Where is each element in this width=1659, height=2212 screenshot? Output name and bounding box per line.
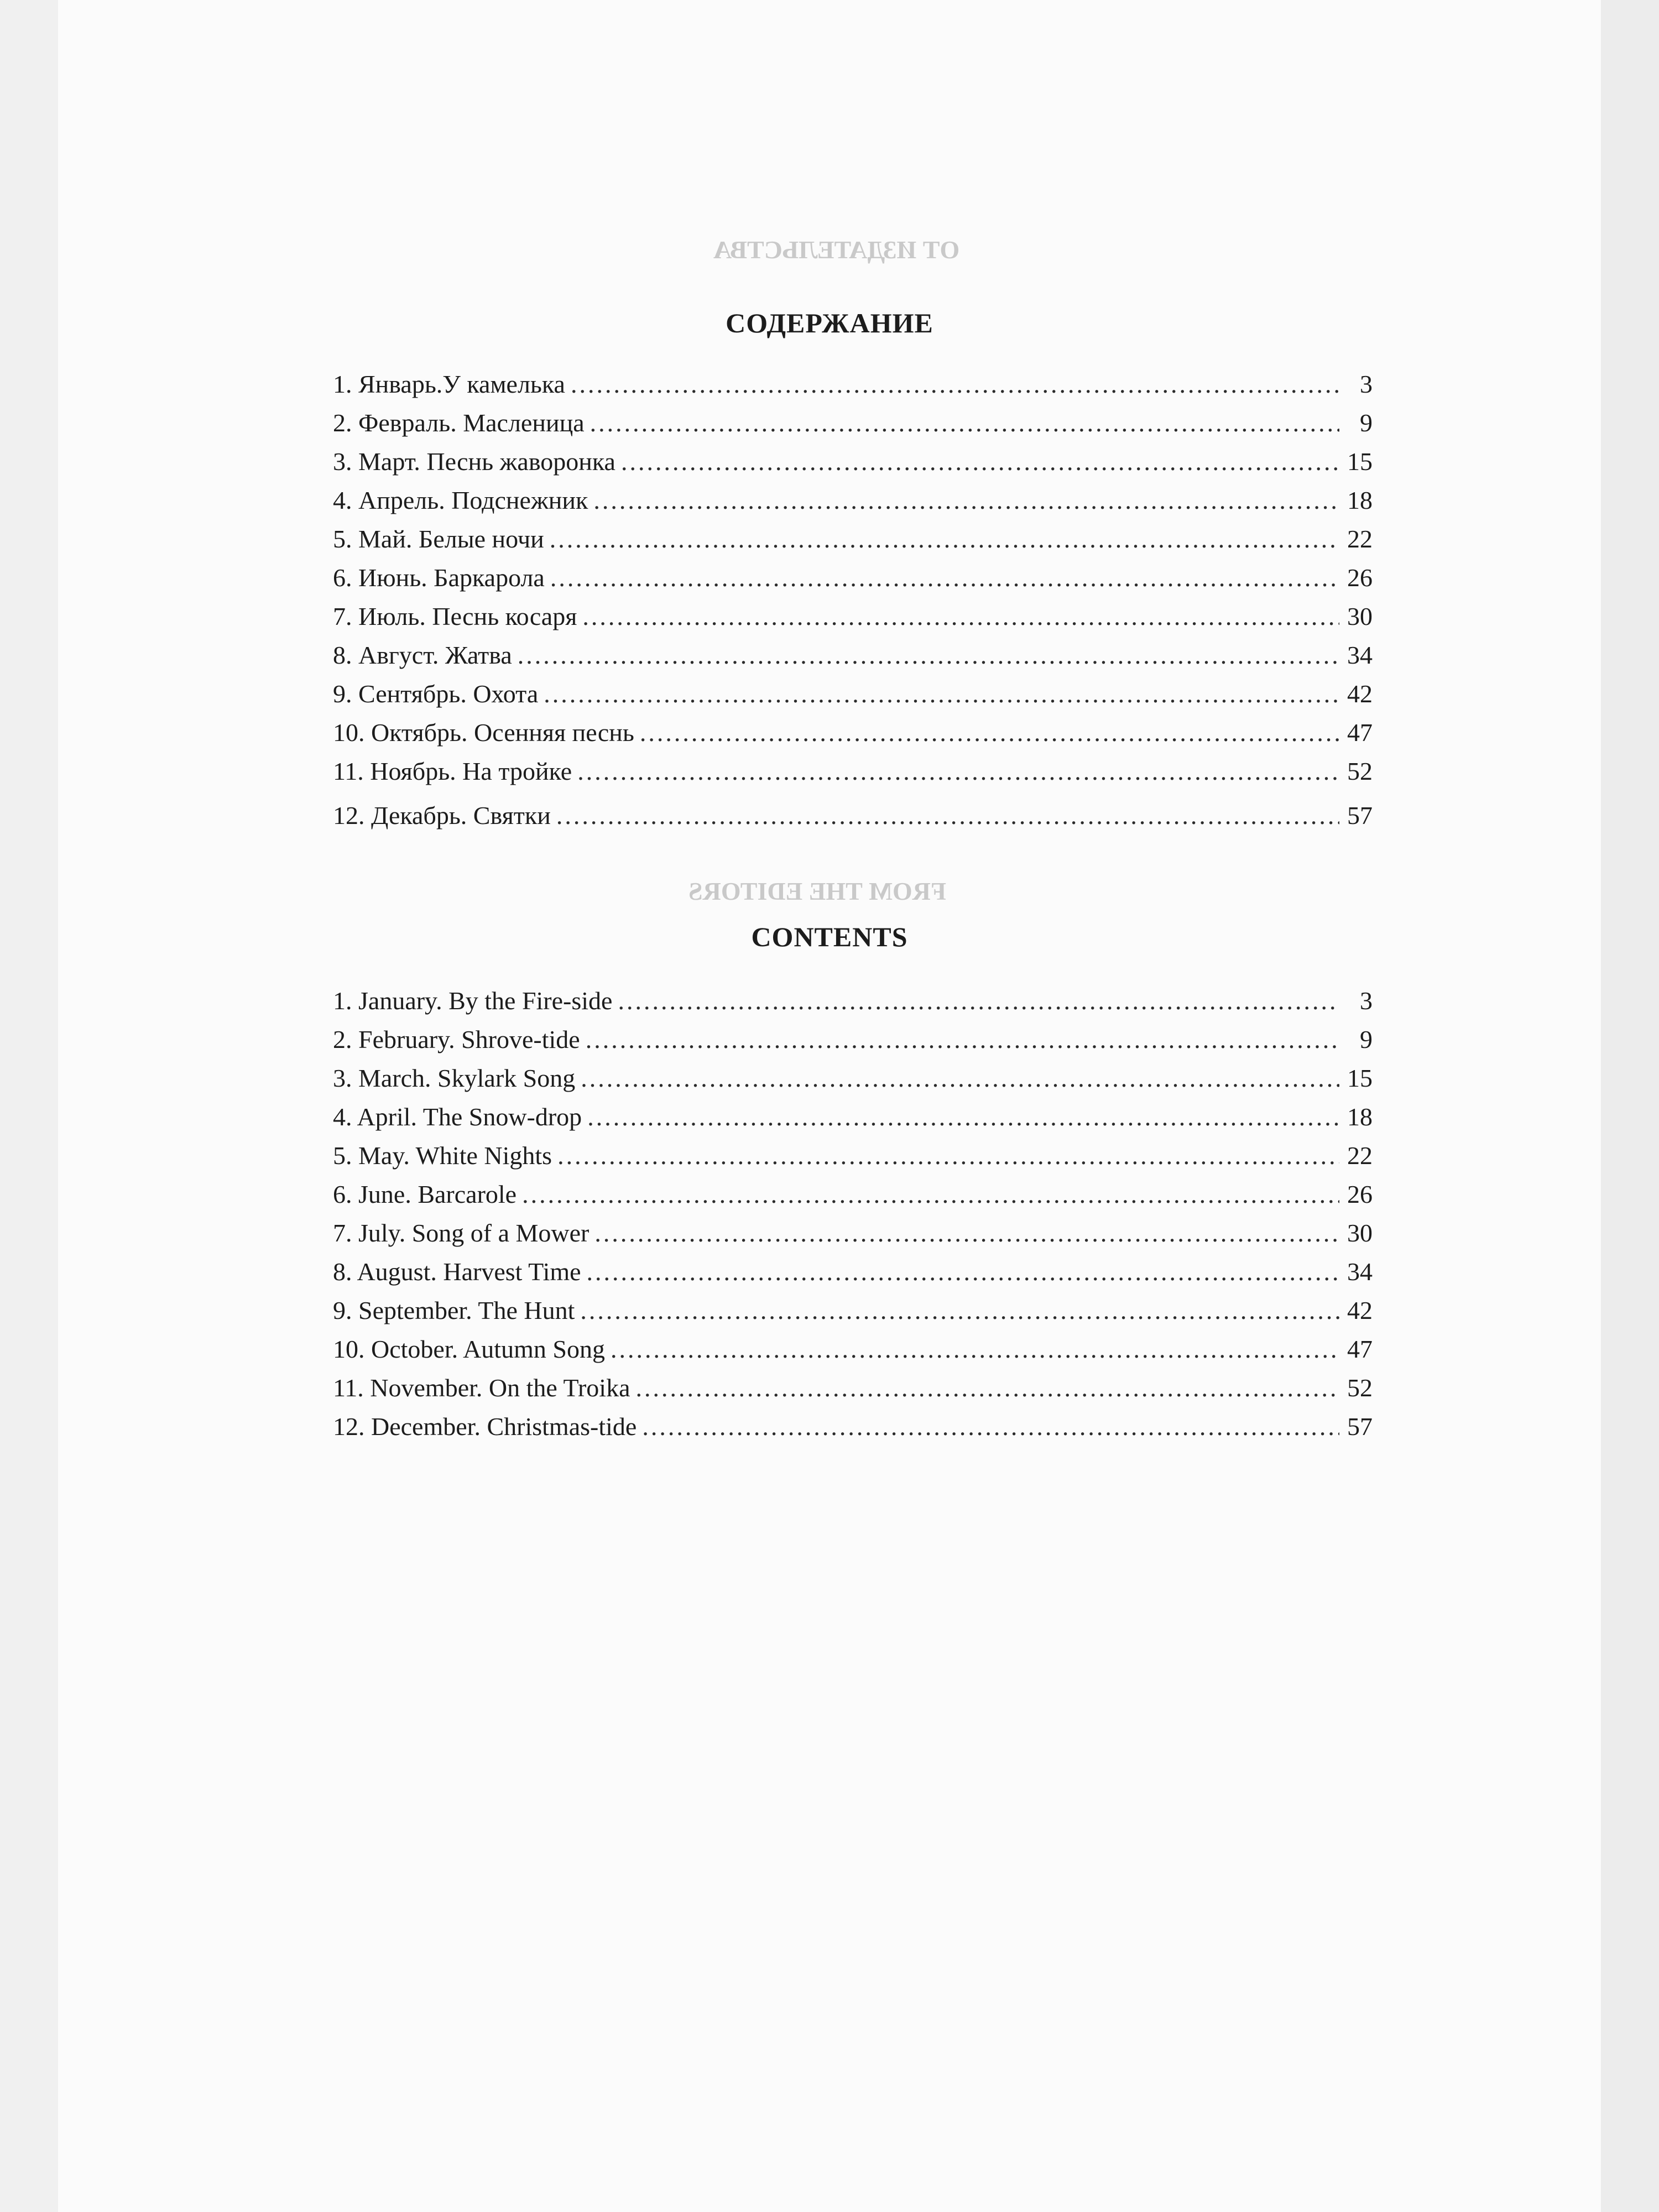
toc-entry-title: 2. Февраль. Масленица	[333, 409, 585, 437]
toc-entry-page-number: 30	[1347, 602, 1373, 630]
toc-entry	[333, 796, 1373, 835]
toc-entry	[333, 1407, 1373, 1446]
toc-entry-title: 12. Декабрь. Святки	[333, 801, 551, 830]
toc-entry-page-number: 3	[1360, 370, 1373, 398]
toc-entry-title: 4. Апрель. Подснежник	[333, 486, 588, 514]
toc-leader-dots	[580, 1291, 1339, 1330]
toc-entry-page-number: 34	[1347, 1258, 1373, 1286]
toc-leader-dots	[636, 1369, 1340, 1407]
toc-entry-title: 1. Январь.У камелька	[333, 370, 565, 398]
toc-entry-page-number: 42	[1347, 680, 1373, 708]
toc-entry	[333, 597, 1373, 636]
toc-entry-title: 9. Сентябрь. Охота	[333, 680, 539, 708]
toc-entry-page-number: 57	[1347, 801, 1373, 830]
toc-leader-dots	[557, 1136, 1339, 1175]
toc-entry	[333, 982, 1373, 1020]
toc-entry	[333, 752, 1373, 791]
toc-entry	[333, 636, 1373, 675]
toc-leader-dots	[577, 752, 1339, 791]
toc-entry-page-number: 42	[1347, 1296, 1373, 1324]
document-page	[58, 0, 1601, 2212]
toc-entry-page-number: 57	[1347, 1412, 1373, 1441]
toc-entry-title: 7. Июль. Песнь косаря	[333, 602, 577, 630]
toc-entry-page-number: 22	[1347, 525, 1373, 553]
toc-entry	[333, 1253, 1373, 1291]
toc-entry	[333, 1291, 1373, 1330]
toc-entry-page-number: 26	[1347, 1180, 1373, 1208]
toc-entry-title: 4. April. The Snow-drop	[333, 1103, 582, 1131]
toc-leader-dots	[581, 1059, 1339, 1098]
toc-entry-title: 10. Октябрь. Осенняя песнь	[333, 718, 634, 747]
toc-leader-dots	[586, 1020, 1339, 1059]
toc-leader-dots	[618, 982, 1339, 1020]
toc-entry	[333, 1369, 1373, 1407]
toc-entry-title: 7. July. Song of a Mower	[333, 1219, 589, 1247]
toc-entry-title: 5. Май. Белые ночи	[333, 525, 544, 553]
toc-leader-dots	[587, 1098, 1339, 1136]
toc-entry	[333, 1330, 1373, 1369]
toc-entry	[333, 404, 1373, 442]
bleed-through-heading-top: ОТ ИЗДАТЕЛЬСТВА	[713, 236, 960, 264]
toc-entry	[333, 559, 1373, 597]
toc-entry-page-number: 9	[1360, 409, 1373, 437]
toc-entry-title: 8. August. Harvest Time	[333, 1258, 581, 1286]
toc-entry-page-number: 30	[1347, 1219, 1373, 1247]
toc-leader-dots	[522, 1175, 1339, 1214]
toc-entry-title: 10. October. Autumn Song	[333, 1335, 605, 1363]
toc-entry-page-number: 9	[1360, 1025, 1373, 1053]
toc-entry-title: 1. January. By the Fire-side	[333, 987, 613, 1015]
toc-leader-dots	[594, 1214, 1339, 1253]
toc-entry-page-number: 47	[1347, 1335, 1373, 1363]
english-toc-heading: CONTENTS	[751, 921, 908, 952]
toc-entry	[333, 713, 1373, 752]
toc-entry	[333, 1098, 1373, 1136]
toc-entry	[333, 520, 1373, 559]
toc-entry-title: 6. June. Barcarole	[333, 1180, 517, 1208]
toc-entry-title: 11. November. On the Troika	[333, 1374, 630, 1402]
toc-entry-title: 6. Июнь. Баркарола	[333, 564, 545, 592]
toc-leader-dots	[590, 404, 1339, 442]
toc-leader-dots	[593, 481, 1339, 520]
toc-entry	[333, 675, 1373, 713]
toc-leader-dots	[640, 713, 1339, 752]
toc-entry-page-number: 34	[1347, 641, 1373, 669]
toc-entry-page-number: 26	[1347, 564, 1373, 592]
toc-leader-dots	[544, 675, 1339, 713]
toc-entry	[333, 1175, 1373, 1214]
toc-entry	[333, 1214, 1373, 1253]
toc-entry	[333, 481, 1373, 520]
toc-entry-title: 11. Ноябрь. На тройке	[333, 757, 572, 785]
toc-leader-dots	[518, 636, 1339, 675]
toc-entry-page-number: 18	[1347, 486, 1373, 514]
toc-leader-dots	[550, 559, 1339, 597]
toc-leader-dots	[550, 520, 1339, 559]
toc-entry	[333, 442, 1373, 481]
toc-entry	[333, 1059, 1373, 1098]
toc-entry-title: 2. February. Shrove-tide	[333, 1025, 580, 1053]
toc-leader-dots	[621, 442, 1339, 481]
toc-entry-page-number: 15	[1347, 447, 1373, 476]
toc-entry-title: 8. Август. Жатва	[333, 641, 512, 669]
toc-entry	[333, 1136, 1373, 1175]
toc-leader-dots	[642, 1407, 1339, 1446]
toc-entry-title: 5. May. White Nights	[333, 1141, 552, 1170]
toc-entry-page-number: 3	[1360, 987, 1373, 1015]
toc-leader-dots	[587, 1253, 1339, 1291]
toc-leader-dots	[556, 796, 1339, 835]
toc-entry-page-number: 15	[1347, 1064, 1373, 1092]
toc-entry-title: 3. Март. Песнь жаворонка	[333, 447, 615, 476]
page-edge	[0, 0, 58, 2212]
toc-leader-dots	[611, 1330, 1339, 1369]
bleed-through-heading-mid: FROM THE EDITORS	[688, 877, 947, 905]
toc-entry-title: 12. December. Christmas-tide	[333, 1412, 637, 1441]
toc-leader-dots	[582, 597, 1339, 636]
toc-entry-page-number: 18	[1347, 1103, 1373, 1131]
toc-leader-dots	[571, 365, 1339, 404]
toc-entry-page-number: 52	[1347, 757, 1373, 785]
toc-entry	[333, 365, 1373, 404]
russian-toc-heading: СОДЕРЖАНИЕ	[726, 307, 933, 338]
toc-entry-title: 3. March. Skylark Song	[333, 1064, 576, 1092]
toc-entry-page-number: 47	[1347, 718, 1373, 747]
toc-entry-page-number: 52	[1347, 1374, 1373, 1402]
toc-entry-title: 9. September. The Hunt	[333, 1296, 575, 1324]
toc-entry	[333, 1020, 1373, 1059]
toc-entry-page-number: 22	[1347, 1141, 1373, 1170]
